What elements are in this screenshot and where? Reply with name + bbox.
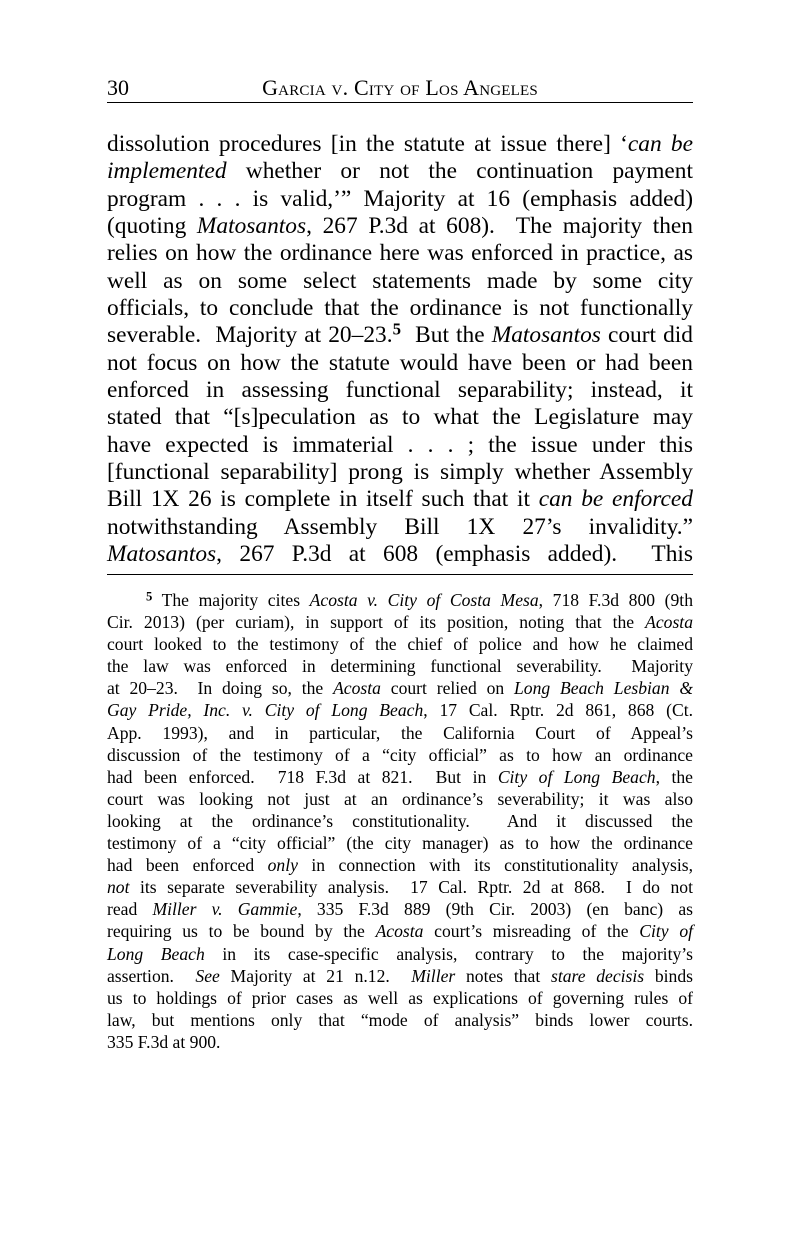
italic-text: City of: [639, 921, 694, 942]
italic-text: Gay Pride, Inc. v. City of Long Beach: [107, 700, 424, 721]
text-run: Majority at 21 n.12.: [219, 965, 412, 986]
text-run: court’s misreading of the: [423, 921, 640, 942]
body-line: [107, 213, 693, 240]
text-run: , 267 P.3d at 608). The majority then: [306, 213, 693, 240]
italic-text: City of Long Beach: [497, 766, 656, 787]
text-run: , 718 F.3d 800 (9th: [538, 590, 693, 610]
text-run: looking at the ordinance’s constitutionality. And it discussed the: [107, 810, 693, 831]
footnote-line: [107, 722, 693, 744]
italic-text: Long Beach: [107, 943, 205, 964]
footnote-line: [107, 1031, 693, 1053]
body-line: [107, 131, 693, 158]
italic-text: See: [195, 965, 220, 986]
text-run: assertion.: [107, 965, 196, 986]
page-number: 30: [107, 75, 129, 100]
text-run: the law was enforced in determining functional severability. Majority: [107, 656, 693, 677]
text-run: (quoting: [107, 213, 197, 240]
italic-text: can be: [627, 131, 694, 157]
footnote-line: [107, 1009, 693, 1031]
text-run: in connection with its constitutionality analysis,: [297, 855, 693, 876]
text-run: officials, to conclude that the ordinance is not functionally: [107, 295, 693, 322]
italic-text: Acosta: [333, 678, 381, 699]
body-line: [107, 459, 693, 486]
text-run: severable. Majority at 20–23.: [107, 322, 393, 349]
footnote-line: [107, 987, 693, 1009]
footnote-line: [107, 943, 693, 965]
body-line: [107, 404, 693, 431]
italic-text: Acosta v. City of Costa Mesa: [309, 590, 539, 610]
footnote-5: [107, 589, 693, 1053]
body-line: [107, 486, 693, 513]
text-run: well as on some select statements made by some city: [107, 267, 693, 294]
text-run: testimony of a “city official” (the city manager) as to how the ordinance: [107, 833, 693, 854]
text-run: binds: [644, 965, 693, 986]
text-run: Bill 1X 26 is complete in itself such that it: [107, 486, 539, 513]
body-line: [107, 350, 693, 377]
italic-text: Miller: [411, 965, 456, 986]
body-line: [107, 541, 693, 568]
text-run: , 17 Cal. Rptr. 2d 861, 868 (Ct.: [423, 700, 693, 721]
footnote-line: [107, 766, 693, 788]
text-run: stated that “[s]peculation as to what the Legislature may: [107, 404, 693, 431]
text-run: not focus on how the statute would have been or had been: [107, 349, 693, 376]
text-run: 335 F.3d at 900.: [107, 1031, 221, 1052]
footnote-line: [107, 589, 693, 611]
text-run: discussion of the testimony of a “city official” as to how an ordinance: [107, 744, 693, 765]
text-run: relies on how the ordinance here was enforced in practice, as: [107, 240, 693, 267]
footnote-line: [107, 854, 693, 876]
footnote-line: [107, 876, 693, 898]
text-run: , 335 F.3d 889 (9th Cir. 2003) (en banc) as: [297, 899, 693, 920]
italic-text: Miller v. Gammie: [152, 899, 298, 920]
text-run: in its case-specific analysis, contrary to the majority’s: [204, 943, 693, 964]
footnote-line: [107, 788, 693, 810]
text-run: [functional separability] prong is simply whether Assembly: [107, 459, 693, 486]
text-run: have expected is immaterial . . . ; the issue under this: [107, 431, 693, 458]
footnote-line: [107, 677, 693, 699]
text-run: Cir. 2013) (per curiam), in support of its position, noting that the: [107, 612, 646, 633]
body-line: [107, 295, 693, 322]
italic-text: only: [267, 855, 298, 876]
text-run: whether or not the continuation payment: [226, 158, 693, 185]
body-text: [107, 131, 693, 569]
italic-text: implemented: [107, 158, 227, 185]
case-title: Garcia v. City of Los Angeles: [262, 75, 538, 100]
text-run: , the: [655, 766, 693, 787]
footnote-line: [107, 633, 693, 655]
text-run: court was looking not just at an ordinance’s severability; it was also: [107, 788, 693, 809]
body-line: [107, 377, 693, 404]
text-run: requiring us to be bound by the: [107, 921, 376, 942]
text-run: court relied on: [380, 678, 515, 699]
footnote-line: [107, 965, 693, 987]
body-line: [107, 186, 693, 213]
text-run: read: [107, 899, 153, 920]
footnote-line: [107, 920, 693, 942]
text-run: program . . . is valid,’” Majority at 16 (emphasis added): [107, 185, 693, 212]
body-line: [107, 432, 693, 459]
footnote-marker: 5: [146, 589, 153, 604]
italic-text: Acosta: [645, 612, 693, 633]
body-line: [107, 514, 693, 541]
italic-text: Matosantos: [107, 541, 217, 568]
footnote-line: [107, 611, 693, 633]
footnote-line: [107, 810, 693, 832]
italic-text: stare decisis: [550, 965, 645, 986]
text-run: court looked to the testimony of the chief of police and how he claimed: [107, 634, 693, 655]
body-line: [107, 240, 693, 267]
text-run: But the: [400, 322, 492, 349]
italic-text: Acosta: [375, 921, 424, 942]
text-run: notes that: [455, 965, 551, 986]
body-line: [107, 268, 693, 295]
footnote-line: [107, 832, 693, 854]
footnote-marker: 5: [392, 319, 401, 339]
footnote-line: [107, 744, 693, 766]
text-run: The majority cites: [152, 590, 310, 610]
running-header: [107, 74, 693, 103]
italic-text: can be enforced: [538, 486, 693, 513]
footnote-line: [107, 655, 693, 677]
text-run: dissolution procedures [in the statute at issue there] ‘: [107, 131, 628, 157]
text-run: had been enforced: [107, 855, 268, 876]
body-line: [107, 158, 693, 185]
text-run: its separate severability analysis. 17 Cal. Rptr. 2d at 868. I do not: [129, 877, 693, 898]
italic-text: Matosantos: [491, 322, 601, 349]
italic-text: Long Beach Lesbian &: [514, 678, 694, 699]
text-run: had been enforced. 718 F.3d at 821. But in: [107, 766, 498, 787]
text-run: us to holdings of prior cases as well as explications of governing rules of: [107, 987, 693, 1008]
italic-text: not: [107, 877, 130, 898]
italic-text: Matosantos: [196, 213, 307, 240]
footnote-line: [107, 699, 693, 721]
text-run: law, but mentions only that “mode of analysis” binds lower courts.: [107, 1009, 693, 1030]
text-run: notwithstanding Assembly Bill 1X 27’s invalidity.”: [107, 513, 693, 540]
text-run: App. 1993), and in particular, the California Court of Appeal’s: [107, 722, 693, 743]
footnote-divider: [107, 574, 693, 575]
text-run: enforced in assessing functional separability; instead, it: [107, 377, 693, 404]
body-line: [107, 319, 693, 349]
text-run: at 20–23. In doing so, the: [107, 678, 334, 699]
footnote-line: [107, 898, 693, 920]
text-run: , 267 P.3d at 608 (emphasis added). This: [216, 541, 693, 568]
text-run: court did: [600, 322, 693, 349]
